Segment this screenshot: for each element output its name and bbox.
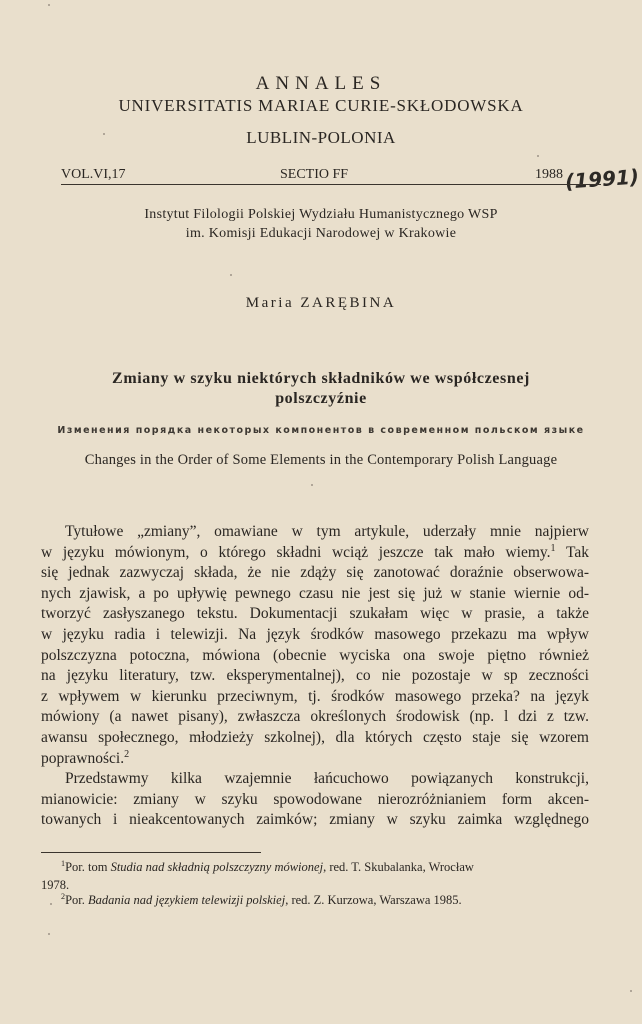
body-line: tworzyć zasłyszanego tekstu. Dokumentacji szukałam więc w prasie, a także	[41, 605, 589, 623]
footnote-1-title: Studia nad składnią polszczyzny mówionej	[110, 860, 324, 874]
journal-name-university: UNIVERSITATIS MARIAE CURIE-SKŁODOWSKA	[118, 96, 524, 115]
body-line: się jednak zazwyczaj składa, że nie zdąży się zanotować doraźnie obserwowa-	[41, 564, 589, 582]
paragraph-1	[41, 522, 589, 769]
body-line	[41, 543, 589, 564]
institute-line-2: im. Komisji Edukacji Narodowej w Krakowie	[185, 226, 457, 241]
author-name: Maria ZARĘBINA	[245, 295, 397, 311]
paper-speck	[537, 155, 539, 157]
body-line-text: poprawności.	[41, 749, 125, 767]
volume-number: VOL.VI,17	[61, 167, 126, 182]
paper-speck	[48, 4, 50, 6]
title-russian: Изменения порядка некоторых компонентов в современном польском языке	[57, 425, 585, 436]
body-line: mówiony (a nawet pisany), zwłaszcza określonych środowisk (np. l dzi z tzw.	[41, 708, 589, 726]
paper-speck	[230, 274, 232, 276]
body-line: towanych i nieakcentowanych zaimków; zmiany w szyku zaimka względnego	[41, 811, 589, 829]
body-line: z wpływem w kierunku przeciwnym, tj. środków masowego przeka? na język	[41, 687, 589, 705]
footnote-2-mark: 2	[61, 891, 66, 901]
footnote-ref-1[interactable]: 1	[550, 542, 556, 554]
title-english: Changes in the Order of Some Elements in the Contemporary Polish Language	[84, 452, 558, 468]
body-line: polszczyzna potoczna, mówiona (obecnie wyciska ona swoje piętno również	[41, 646, 589, 664]
institute-line-1: Instytut Filologii Polskiej Wydziału Humanistycznego WSP	[144, 207, 498, 222]
footnote-1-mark: 1	[61, 858, 66, 868]
footnote-1	[41, 858, 591, 894]
volume-year: 1988	[535, 167, 563, 182]
body-line-text: w języku mówionym, o którego składni wciąż jeszcze tak mało wiemy.	[41, 543, 551, 561]
body-line: nych zjawisk, a po upływię pewnego czasu nie jest się już w stanie wiernie od-	[41, 584, 589, 602]
sectio-label: SECTIO FF	[280, 167, 349, 182]
body-line: mianowicie: zmiany w szyku spowodowane nierozróżnianiem form akcen-	[41, 790, 589, 808]
header-rule	[61, 184, 601, 185]
paper-speck	[50, 903, 52, 905]
footnote-1-pre: Por. tom	[65, 860, 111, 874]
paragraph-2	[41, 769, 589, 831]
footnote-2	[41, 891, 591, 909]
article-title	[0, 369, 642, 409]
paper-speck	[311, 484, 313, 486]
paper-speck	[103, 133, 105, 135]
paper-speck	[48, 933, 50, 935]
footnote-rule	[41, 852, 261, 853]
article-body	[41, 522, 589, 831]
body-line	[41, 749, 589, 770]
body-line: awansu społecznego, młodzieży szkolnej), dla których często staje się wzorem	[41, 728, 589, 746]
body-line-text: Tak	[555, 543, 589, 561]
paper-speck	[630, 990, 632, 992]
footnote-2-title: Badania nad językiem telewizji polskiej	[88, 893, 286, 907]
body-line: na języku literatury, tzw. eksperymentalnej), co nie pozostaje w sp zeczności	[41, 667, 589, 685]
journal-name-annales: ANNALES	[255, 73, 387, 94]
article-title-line-2: polszczyźnie	[275, 390, 367, 407]
body-line: Przedstawmy kilka wzajemnie łańcuchowo powiązanych konstrukcji,	[65, 770, 589, 788]
footnote-2-pre: Por.	[65, 893, 88, 907]
journal-city: LUBLIN-POLONIA	[246, 128, 396, 147]
handwritten-year-note: (1991)	[564, 164, 640, 194]
body-line: w języku radia i telewizji. Na język środków masowego przekazu ma wpływ	[41, 625, 589, 643]
article-title-line-1: Zmiany w szyku niektórych składników we współczesnej	[112, 370, 530, 387]
footnote-1-line-2: 1978.	[41, 878, 70, 892]
footnote-ref-2[interactable]: 2	[124, 748, 130, 760]
body-line: Tytułowe „zmiany”, omawiane w tym artykule, uderzały mnie najpierw	[65, 523, 589, 540]
footnote-2-post: , red. Z. Kurzowa, Warszawa 1985.	[285, 893, 462, 907]
footnote-1-post: , red. T. Skubalanka, Wrocław	[323, 860, 474, 874]
